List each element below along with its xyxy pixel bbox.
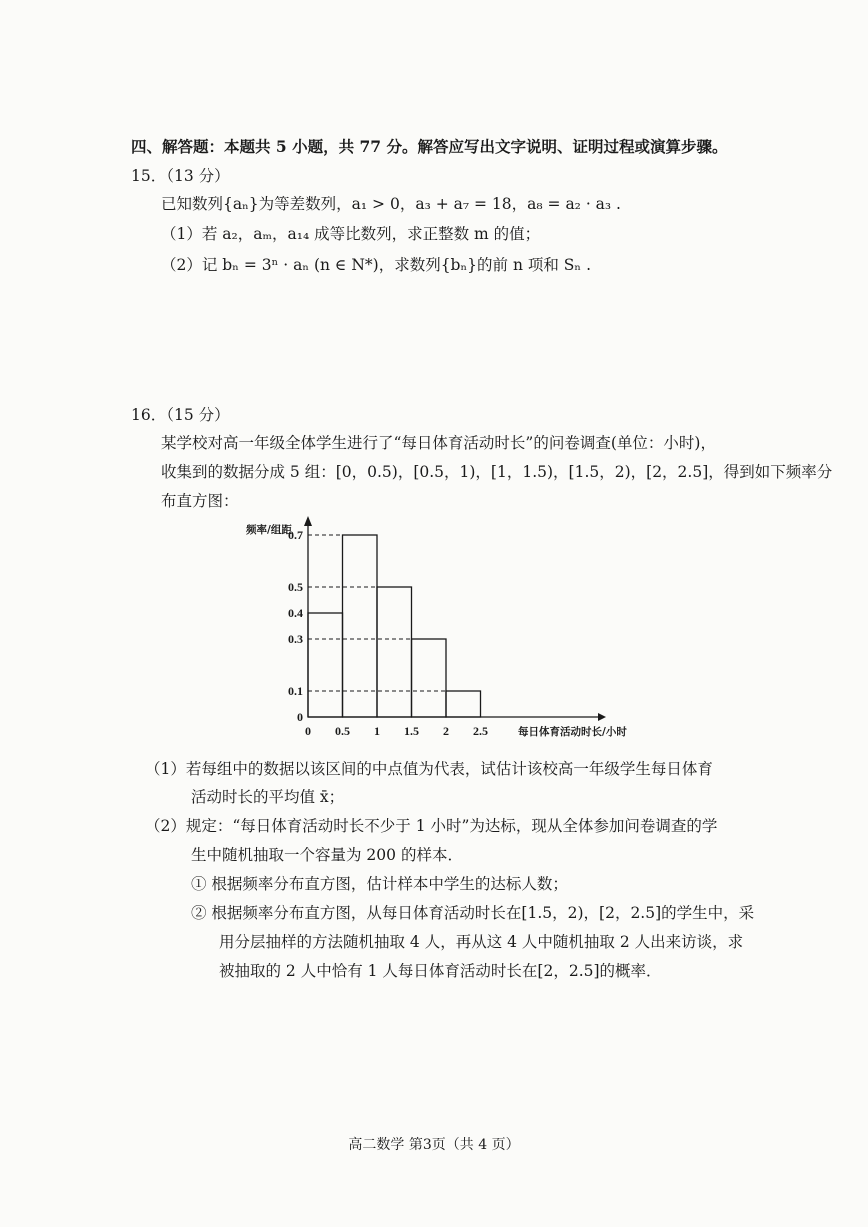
x-tick-label: 2 <box>443 724 449 738</box>
y-tick-label: 0.4 <box>288 606 303 620</box>
q15-part2: （2）记 bₙ = 3ⁿ · aₙ (n ∈ N*)，求数列{bₙ}的前 n 项和 Sₙ . <box>161 256 591 274</box>
q16-stem-line1: 某学校对高一年级全体学生进行了“每日体育活动时长”的问卷调查(单位：小时)， <box>161 434 716 452</box>
q16-sub2-line1: ② 根据频率分布直方图，从每日体育活动时长在[1.5，2)，[2，2.5]的学生中，采 <box>191 904 755 922</box>
y-tick-label: 0 <box>297 710 303 724</box>
y-axis-arrow <box>304 516 312 526</box>
y-tick-label: 0.3 <box>288 632 303 646</box>
q15-number: 15．（13 分） <box>131 167 230 185</box>
q16-sub1: ① 根据频率分布直方图，估计样本中学生的达标人数； <box>191 875 568 893</box>
x-axis-label: 每日体育活动时长/小时 <box>518 726 627 738</box>
histogram-bar <box>446 691 481 717</box>
histogram-bar <box>412 639 447 717</box>
histogram-bar <box>343 535 378 717</box>
q16-part2-line2: 生中随机抽取一个容量为 200 的样本． <box>191 846 463 864</box>
q16-part1-line2: 活动时长的平均值 x̄； <box>191 788 345 806</box>
x-tick-label: 0.5 <box>335 724 350 738</box>
y-axis-label: 频率/组距 <box>246 524 292 536</box>
q16-sub2-line2: 用分层抽样的方法随机抽取 4 人，再从这 4 人中随机抽取 2 人出来访谈，求 <box>219 933 744 951</box>
q16-part2-line1: （2）规定：“每日体育活动时长不少于 1 小时”为达标，现从全体参加问卷调查的学 <box>145 817 718 835</box>
y-tick-label: 0.1 <box>288 684 303 698</box>
y-tick-label: 0.5 <box>288 580 303 594</box>
y-tick-label: 0.7 <box>288 528 303 542</box>
q15-stem: 已知数列{aₙ}为等差数列，a₁ > 0，a₃ + a₇ = 18，a₈ = a₂ · a₃ . <box>161 195 621 213</box>
q15-part1: （1）若 a₂，aₘ，a₁₄ 成等比数列，求正整数 m 的值； <box>161 225 541 243</box>
x-tick-label: 1.5 <box>404 724 419 738</box>
frequency-histogram <box>230 510 670 750</box>
q16-number: 16．（15 分） <box>131 406 230 424</box>
q16-stem-line2: 收集到的数据分成 5 组：[0，0.5)，[0.5，1)，[1，1.5)，[1.5，2)，[2，2.5]，得到如下频率分 <box>161 463 833 481</box>
q16-sub2-line3: 被抽取的 2 人中恰有 1 人每日体育活动时长在[2，2.5]的概率． <box>219 962 662 980</box>
x-tick-label: 2.5 <box>473 724 488 738</box>
x-tick-label: 0 <box>305 724 311 738</box>
q16-part1-line1: （1）若每组中的数据以该区间的中点值为代表，试估计该校高一年级学生每日体育 <box>145 760 713 778</box>
section-heading: 四、解答题：本题共 5 小题，共 77 分。解答应写出文字说明、证明过程或演算步骤。 <box>131 137 728 156</box>
x-axis-arrow <box>598 713 606 721</box>
histogram-bar <box>308 613 343 717</box>
q16-stem-line3: 布直方图： <box>161 492 239 510</box>
histogram-bar <box>377 587 412 717</box>
x-tick-label: 1 <box>374 724 380 738</box>
page-footer: 高二数学 第3页（共 4 页） <box>348 1137 520 1153</box>
